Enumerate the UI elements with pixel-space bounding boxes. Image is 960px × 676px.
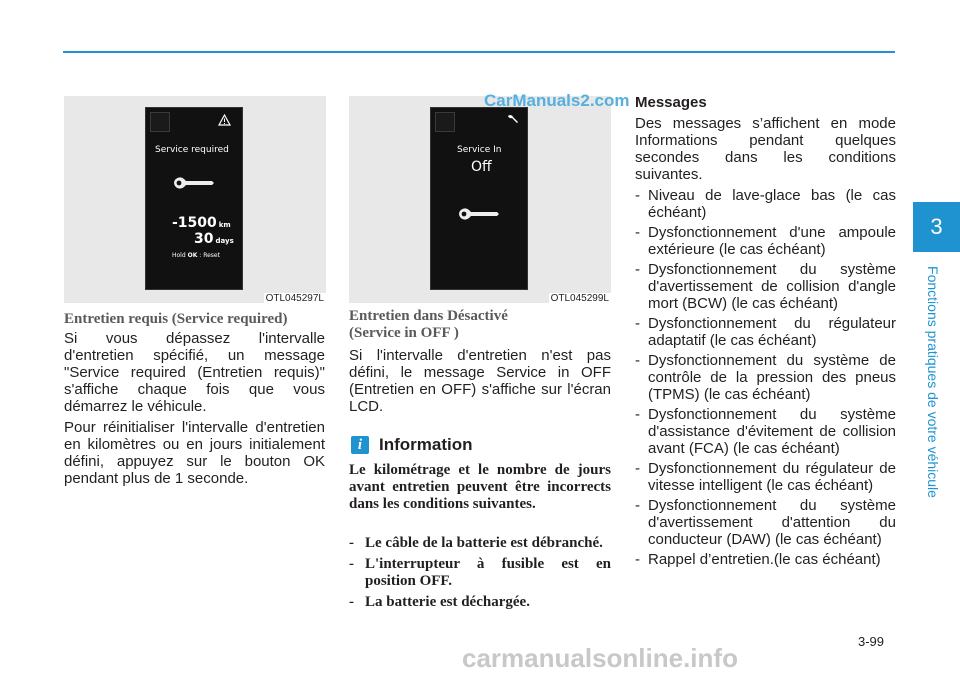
list-item: - Dysfonctionnement du système d'avertissement d'attention du conducteur (DAW) (le cas échéant) (635, 497, 896, 548)
chapter-title-text: Fonctions pratiques de votre véhicule (925, 266, 941, 498)
figure-caption: OTL045299L (550, 293, 609, 304)
list-item: - Dysfonctionnement d'une ampoule extérieure (le cas échéant) (635, 224, 896, 258)
warning-triangle-icon (218, 114, 231, 126)
chapter-title (920, 258, 946, 506)
list-item-text: Dysfonctionnement du régulateur de vitesse intelligent (le cas échéant) (648, 460, 896, 494)
paragraph-service-required: Si vous dépassez l'intervalle d'entretien spécifié, un message "Service required (Entretien requis)" s'affiche chaque fois que vous démarrez le véhicule. (64, 330, 325, 415)
screen-reset-hint (172, 252, 220, 259)
list-item-text: Rappel d’entretien.(le cas échéant) (648, 551, 881, 568)
list-item-text: Dysfonctionnement du système d'avertissement d'attention du conducteur (DAW) (le cas échéant) (648, 497, 896, 548)
figure-service-off (349, 96, 611, 303)
information-intro: Le kilométrage et le nombre de jours avant entretien peuvent être incorrects dans les conditions suivantes. (349, 462, 611, 512)
small-wrench-icon (507, 114, 519, 124)
hint-prefix: Hold (172, 252, 186, 259)
list-item-text: Dysfonctionnement du système de contrôle de la pression des pneus (TPMS) (le cas échéant) (648, 352, 896, 403)
heading-line-1: Entretien dans Désactivé (349, 308, 508, 324)
paragraph-service-off: Si l'intervalle d'entretien n'est pas défini, le message Service in OFF (Entretien en OFF) s'affiche sur l'écran LCD. (349, 347, 611, 415)
list-item-text: Dysfonctionnement d'une ampoule extérieure (le cas échéant) (648, 224, 896, 258)
messages-list (635, 187, 896, 571)
list-item: - Le câble de la batterie est débranché. (349, 535, 603, 551)
hint-suffix: : Reset (199, 252, 220, 259)
list-item: - L'interrupteur à fusible est en position OFF. (349, 556, 611, 589)
info-icon: i (351, 436, 369, 454)
chapter-tab: 3 (913, 202, 960, 252)
screen-message: Service In (457, 145, 502, 155)
list-item: - Dysfonctionnement du système d'assistance d'évitement de collision avant (FCA) (le cas échéant) (635, 406, 896, 457)
list-item: - Dysfonctionnement du régulateur adaptatif (le cas échéant) (635, 315, 896, 349)
list-item-text: Niveau de lave-glace bas (le cas échéant) (648, 187, 896, 221)
list-item: - Niveau de lave-glace bas (le cas échéant) (635, 187, 896, 221)
heading-line-2: (Service in OFF ) (349, 325, 459, 341)
information-title: Information (379, 435, 473, 454)
screen-days (194, 231, 234, 247)
screen-corner-box (150, 112, 170, 132)
screen-distance (172, 215, 231, 231)
list-item-text: Dysfonctionnement du système d'assistance d'évitement de collision avant (FCA) (le cas échéant) (648, 406, 896, 457)
paragraph-messages-intro: Des messages s’affichent en mode Informations pendant quelques secondes dans les conditions suivantes. (635, 115, 896, 183)
list-item-text: L'interrupteur à fusible est en position OFF. (365, 556, 611, 589)
list-item-text: La batterie est déchargée. (365, 594, 530, 610)
heading-service-required: Entretien requis (Service required) (64, 311, 288, 327)
list-item: - Dysfonctionnement du système d'avertissement de collision d'angle mort (BCW) (le cas échéant) (635, 261, 896, 312)
paragraph-reset: Pour réinitialiser l'intervalle d'entretien en kilomètres ou en jours initialement défini, appuyez sur le bouton OK pendant plus de 1 seconde. (64, 419, 325, 487)
wrench-icon (457, 205, 501, 223)
days-value: 30 (194, 231, 214, 247)
watermark-carmanuals2: CarManuals2.com (484, 91, 630, 110)
cluster-screen (145, 107, 243, 290)
list-item: - Dysfonctionnement du système de contrôle de la pression des pneus (TPMS) (le cas échéant) (635, 352, 896, 403)
list-item: - Rappel d’entretien.(le cas échéant) (635, 551, 881, 568)
information-list (349, 535, 611, 611)
information-header (349, 435, 611, 455)
list-item: - Dysfonctionnement du régulateur de vitesse intelligent (le cas échéant) (635, 460, 896, 494)
hint-key: OK (187, 252, 198, 259)
screen-message: Service required (155, 145, 229, 155)
wrench-icon (172, 174, 216, 192)
heading-messages: Messages (635, 94, 707, 111)
list-item: - La batterie est déchargée. (349, 594, 530, 610)
watermark-carmanualsonline: carmanualsonline.info (462, 643, 738, 673)
distance-unit: km (218, 221, 231, 229)
list-item-text: Le câble de la batterie est débranché. (365, 535, 603, 551)
screen-status: Off (471, 159, 492, 175)
cluster-screen (430, 107, 528, 290)
top-rule (63, 51, 895, 53)
list-item-text: Dysfonctionnement du régulateur adaptatif (le cas échéant) (648, 315, 896, 349)
distance-value: -1500 (172, 215, 217, 231)
figure-service-required (64, 96, 326, 303)
page-number: 3-99 (858, 634, 885, 649)
list-item-text: Dysfonctionnement du système d'avertissement de collision d'angle mort (BCW) (le cas échéant) (648, 261, 896, 312)
figure-caption: OTL045297L (265, 293, 324, 304)
screen-corner-box (435, 112, 455, 132)
days-unit: days (215, 237, 234, 245)
heading-service-off (349, 308, 508, 342)
